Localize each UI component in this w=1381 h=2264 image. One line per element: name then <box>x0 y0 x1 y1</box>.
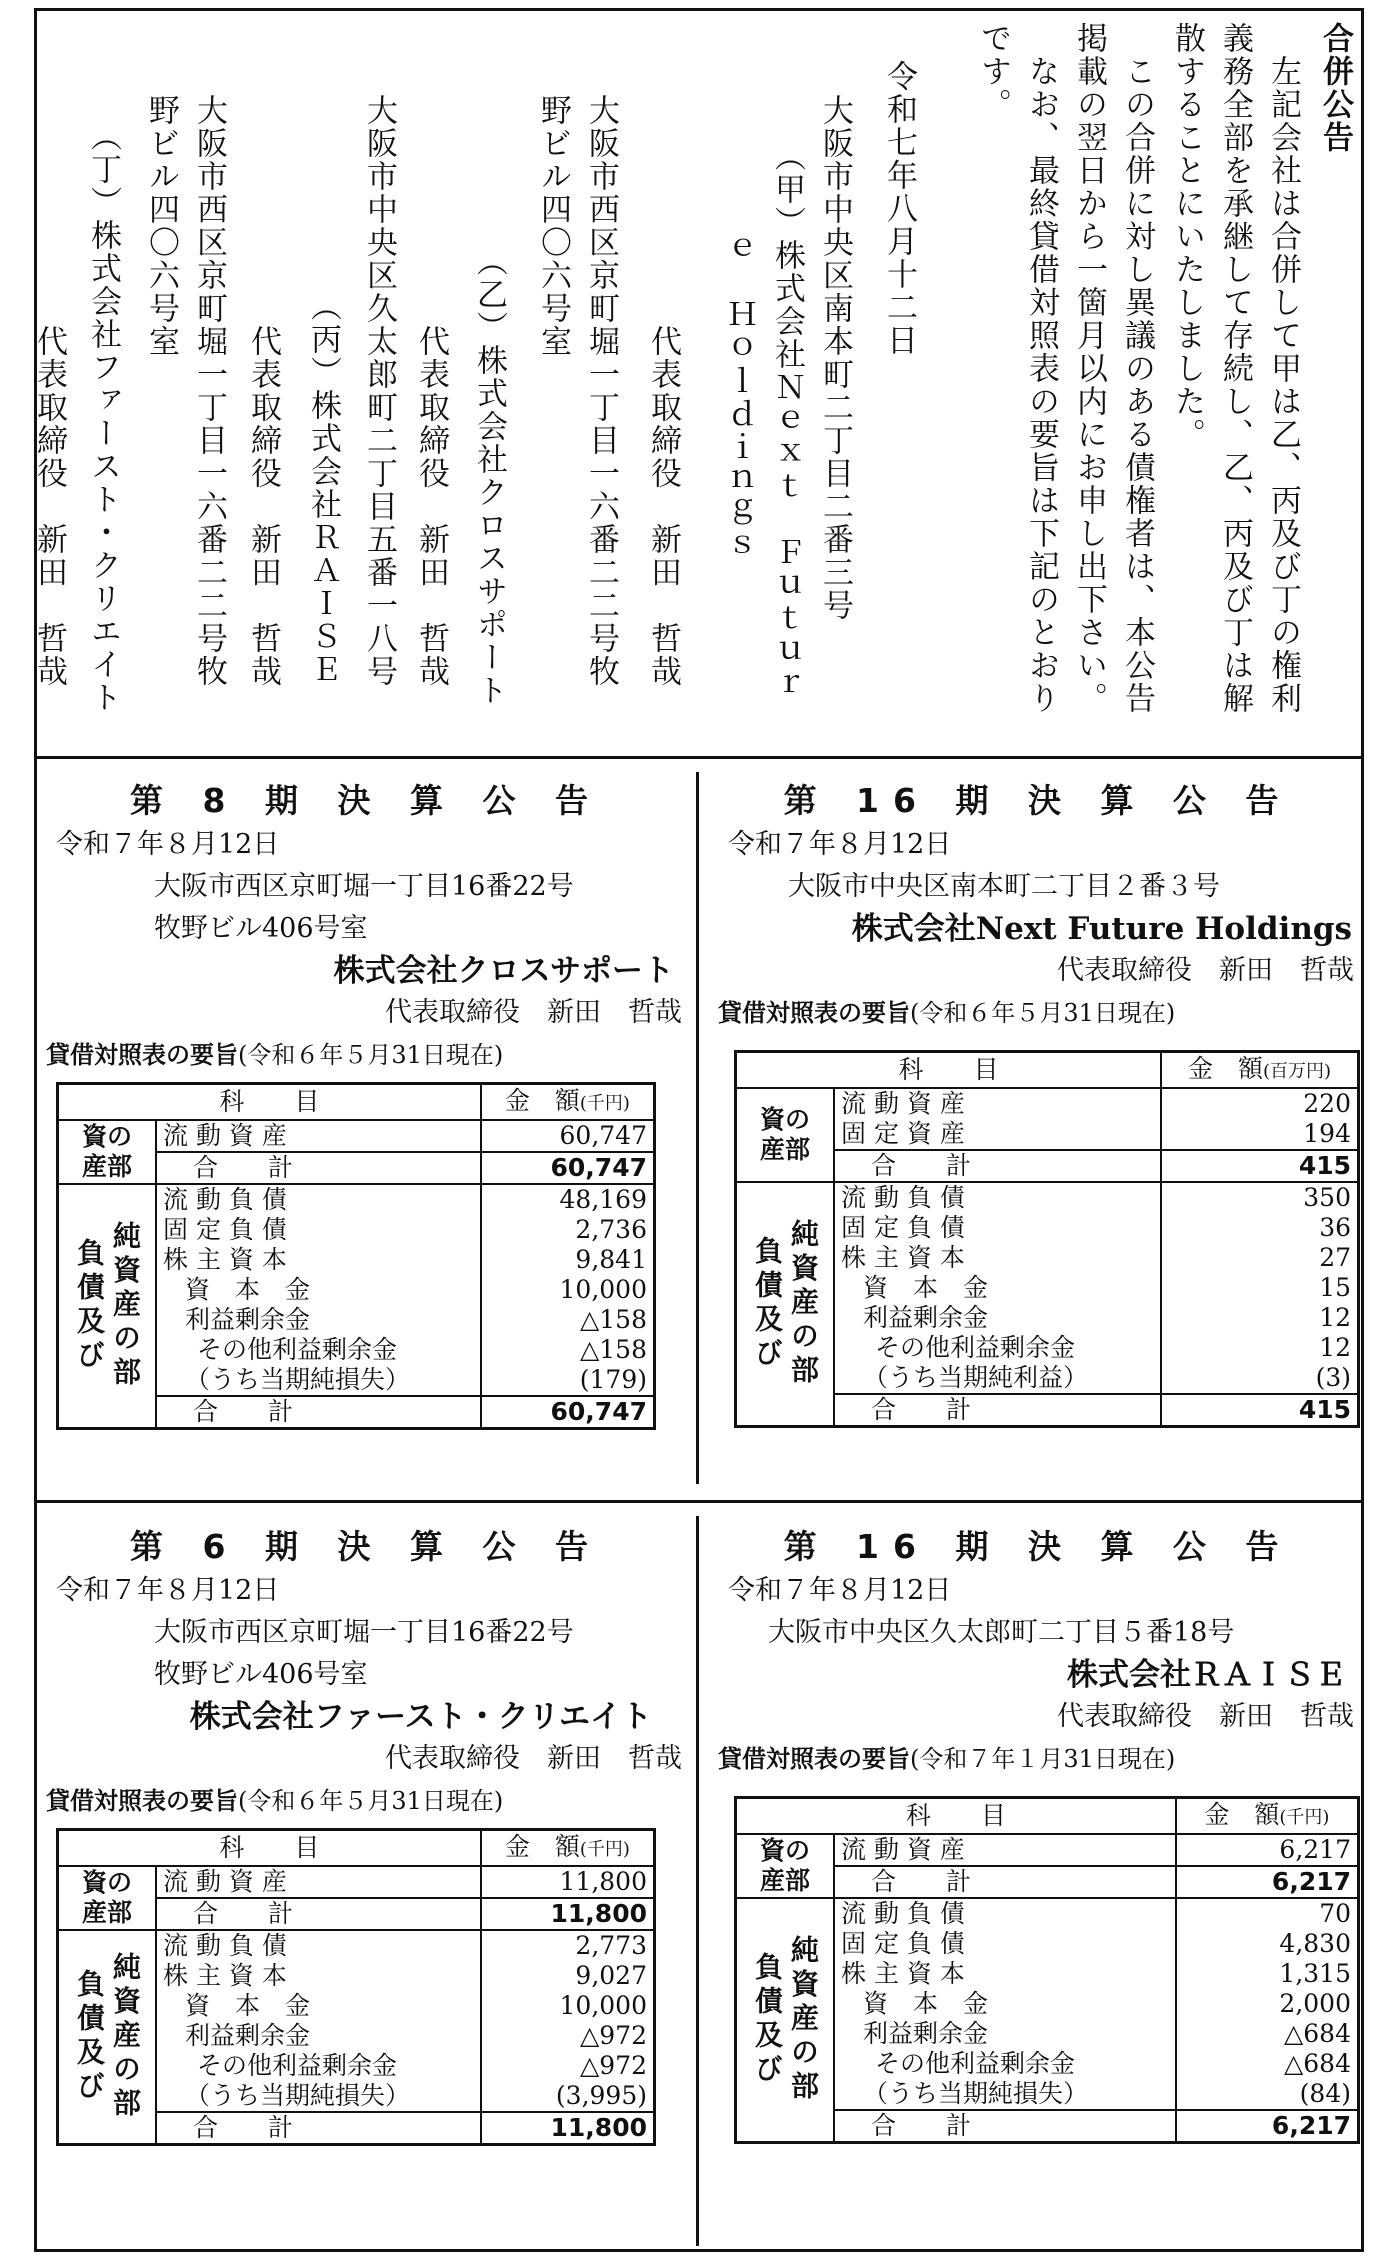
column-divider <box>696 772 699 1484</box>
party-rep: 代表取締役 新田 哲哉 <box>245 325 281 688</box>
financial-notice-raise <box>718 1524 1358 1780</box>
merger-title: 合併公告 <box>1317 22 1353 154</box>
header-amount: 金 額(千円) <box>1176 1798 1359 1835</box>
item-name: 株 主 資 本 <box>834 1243 1161 1273</box>
liabilities-section-label: 負債及び 純資産の部 <box>736 1898 835 2143</box>
item-name: その他利益剰余金 <box>834 2049 1176 2079</box>
item-name: 固 定 負 債 <box>834 1929 1176 1959</box>
merger-body-line: 掲載の翌日から一箇月以内にお申し出下さい。 <box>1071 22 1107 715</box>
party-address: 野ビル四〇六号室 <box>535 94 571 358</box>
item-name: 流 動 資 産 <box>156 1120 481 1152</box>
party-address: 大阪市西区京町堀一丁目一六番二二号牧 <box>583 94 619 688</box>
assets-section-label: 資の 産部 <box>736 1834 835 1898</box>
item-amount: 10,000 <box>559 1991 647 2020</box>
item-name: 利益剰余金 <box>156 2021 481 2051</box>
header-amount: 金 額(千円) <box>481 1830 655 1867</box>
item-name: （うち当期純損失） <box>156 1365 481 1396</box>
item-amount: △158 <box>580 1335 647 1364</box>
item-amount: (179) <box>579 1365 647 1394</box>
item-amount: 9,841 <box>575 1245 647 1274</box>
item-amount: (84) <box>1299 2079 1351 2108</box>
item-amount: 220 <box>1303 1089 1351 1118</box>
item-name: 資 本 金 <box>834 1989 1176 2019</box>
assets-total-label: 合 計 <box>156 1898 481 1930</box>
item-name: 流 動 資 産 <box>156 1866 481 1898</box>
assets-total-amount: 415 <box>1161 1150 1358 1182</box>
item-amount: 11,800 <box>559 1867 647 1896</box>
liabilities-section-label: 負債及び 純資産の部 <box>58 1930 157 2145</box>
item-amount: 10,000 <box>559 1275 647 1304</box>
item-amount: 12 <box>1319 1303 1351 1332</box>
party-name: ｅ Ｈｏｌｄｉｎｇｓ <box>721 232 757 562</box>
column-divider <box>696 1516 699 2246</box>
item-amount: △684 <box>1284 2019 1351 2048</box>
item-name: その他利益剰余金 <box>834 1333 1161 1363</box>
section-divider <box>34 756 1364 759</box>
merger-body-line: 左記会社は合併して甲は乙、丙及び丁の権利 <box>1265 22 1301 715</box>
item-amount: △972 <box>580 2021 647 2050</box>
item-name: 固 定 資 産 <box>834 1119 1161 1150</box>
item-amount: 2,736 <box>575 1215 647 1244</box>
item-name: 流 動 資 産 <box>834 1834 1176 1866</box>
item-amount: 27 <box>1319 1243 1351 1272</box>
item-name: （うち当期純損失） <box>834 2079 1176 2110</box>
item-amount: 2,773 <box>575 1931 647 1960</box>
item-name: その他利益剰余金 <box>156 1335 481 1365</box>
notice-address: 大阪市中央区南本町二丁目２番３号 <box>788 871 1220 902</box>
liabilities-total-label: 合 計 <box>156 1396 481 1429</box>
merger-body-line: なお、最終貸借対照表の要旨は下記のとおり <box>1023 22 1059 715</box>
liabilities-total-amount: 11,800 <box>481 2112 655 2145</box>
item-amount: △684 <box>1284 2049 1351 2078</box>
item-name: 流 動 負 債 <box>156 1930 481 1961</box>
item-name: 資 本 金 <box>156 1991 481 2021</box>
assets-total-amount: 60,747 <box>481 1152 655 1184</box>
header-amount: 金 額(百万円) <box>1161 1052 1358 1089</box>
item-amount: 194 <box>1303 1119 1351 1148</box>
item-name: 固 定 負 債 <box>834 1213 1161 1243</box>
item-amount: 2,000 <box>1279 1989 1351 2018</box>
assets-section-label: 資の 産部 <box>58 1120 157 1184</box>
liabilities-total-label: 合 計 <box>834 1394 1161 1427</box>
notice-title: 第 16 期 決 算 公 告 <box>783 781 1293 820</box>
financial-notice-first-create <box>46 1524 686 1822</box>
item-amount: 48,169 <box>559 1185 647 1214</box>
party-rep: 代表取締役 新田 哲哉 <box>31 325 67 688</box>
assets-section-label: 資の 産部 <box>58 1866 157 1930</box>
header-amount: 金 額(千円) <box>481 1084 655 1121</box>
merger-body-line: この合併に対し異議のある債権者は、本公告 <box>1119 22 1155 715</box>
merger-body-line: 義務全部を承継して存続し、乙、丙及び丁は解 <box>1217 22 1253 715</box>
header-item: 科 目 <box>58 1084 481 1121</box>
item-amount: 4,830 <box>1279 1929 1351 1958</box>
party-address: 大阪市中央区南本町二丁目二番三号 <box>817 94 853 622</box>
item-name: 流 動 資 産 <box>834 1088 1161 1119</box>
notice-address: 大阪市西区京町堀一丁目16番22号 <box>154 871 574 902</box>
notice-address: 大阪市西区京町堀一丁目16番22号 <box>154 1617 574 1648</box>
item-name: 利益剰余金 <box>156 1305 481 1335</box>
header-item: 科 目 <box>736 1798 1176 1835</box>
party-rep: 代表取締役 新田 哲哉 <box>413 325 449 688</box>
item-amount: (3) <box>1315 1363 1351 1392</box>
item-name: 株 主 資 本 <box>834 1959 1176 1989</box>
balance-sheet-caption: 貸借対照表の要旨(令和６年５月31日現在) <box>46 1787 504 1815</box>
party-name: （丙）株式会社ＲＡＩＳＥ <box>305 290 341 686</box>
item-amount: 1,315 <box>1279 1959 1351 1988</box>
notice-date: 令和７年８月12日 <box>56 1575 280 1606</box>
notice-company: 株式会社クロスサポート <box>333 953 674 989</box>
assets-total-label: 合 計 <box>834 1150 1161 1182</box>
assets-total-label: 合 計 <box>156 1152 481 1184</box>
item-name: 株 主 資 本 <box>156 1245 481 1275</box>
liabilities-total-amount: 60,747 <box>481 1396 655 1429</box>
item-name: 資 本 金 <box>834 1273 1161 1303</box>
item-amount: 9,027 <box>575 1961 647 1990</box>
section-divider <box>34 1500 1364 1503</box>
notice-representative: 代表取締役 新田 哲哉 <box>385 1743 682 1774</box>
balance-sheet-caption: 貸借対照表の要旨(令和７年１月31日現在) <box>718 1745 1176 1773</box>
notice-company: 株式会社ＲＡＩＳＥ <box>1067 1657 1346 1693</box>
item-amount: 12 <box>1319 1333 1351 1362</box>
notice-representative: 代表取締役 新田 哲哉 <box>385 997 682 1028</box>
item-name: 利益剰余金 <box>834 1303 1161 1333</box>
liabilities-total-label: 合 計 <box>834 2110 1176 2143</box>
financial-notice-next-future <box>718 778 1358 1034</box>
notice-company: 株式会社ファースト・クリエイト <box>189 1699 652 1735</box>
notice-date: 令和７年８月12日 <box>728 829 952 860</box>
item-name: （うち当期純損失） <box>156 2081 481 2112</box>
merger-body-line: です。 <box>975 22 1011 121</box>
balance-sheet-table <box>56 1082 656 1430</box>
item-name: 流 動 負 債 <box>156 1184 481 1215</box>
party-address: 大阪市中央区久太郎町二丁目五番一八号 <box>361 94 397 688</box>
financial-notice-cross-support <box>46 778 686 1076</box>
item-name: 流 動 負 債 <box>834 1898 1176 1929</box>
notice-address: 大阪市中央区久太郎町二丁目５番18号 <box>768 1617 1235 1648</box>
assets-section-label: 資の 産部 <box>736 1088 835 1182</box>
item-name: （うち当期純利益） <box>834 1363 1161 1394</box>
item-amount: 60,747 <box>559 1121 647 1150</box>
notice-date: 令和７年８月12日 <box>56 829 280 860</box>
party-address: 野ビル四〇六号室 <box>143 94 179 358</box>
item-amount: (3,995) <box>555 2081 647 2110</box>
item-amount: 350 <box>1303 1183 1351 1212</box>
notice-address: 牧野ビル406号室 <box>154 1659 368 1690</box>
item-amount: △972 <box>580 2051 647 2080</box>
party-name: （甲）株式会社Ｎｅｘｔ Ｆｕｔｕｒ <box>769 140 805 701</box>
item-name: 利益剰余金 <box>834 2019 1176 2049</box>
party-name: （丁）株式会社ファースト・クリエイト <box>85 120 121 714</box>
notice-address: 牧野ビル406号室 <box>154 913 368 944</box>
merger-body-line: 散することにいたしました。 <box>1169 22 1205 451</box>
notice-title: 第 8 期 決 算 公 告 <box>130 781 602 820</box>
item-name: 固 定 負 債 <box>156 1215 481 1245</box>
notice-company: 株式会社Next Future Holdings <box>851 911 1352 947</box>
party-address: 大阪市西区京町堀一丁目一六番二二号牧 <box>191 94 227 688</box>
item-amount: 36 <box>1319 1213 1351 1242</box>
notice-date: 令和７年８月12日 <box>728 1575 952 1606</box>
item-amount: 15 <box>1319 1273 1351 1302</box>
liabilities-section-label: 負債及び 純資産の部 <box>736 1182 835 1427</box>
item-name: その他利益剰余金 <box>156 2051 481 2081</box>
party-name: （乙）株式会社クロスサポート <box>471 245 507 707</box>
header-item: 科 目 <box>736 1052 1162 1089</box>
assets-total-amount: 11,800 <box>481 1898 655 1930</box>
item-name: 資 本 金 <box>156 1275 481 1305</box>
liabilities-total-amount: 415 <box>1161 1394 1358 1427</box>
assets-total-label: 合 計 <box>834 1866 1176 1898</box>
balance-sheet-caption: 貸借対照表の要旨(令和６年５月31日現在) <box>718 999 1176 1027</box>
header-item: 科 目 <box>58 1830 481 1867</box>
item-name: 流 動 負 債 <box>834 1182 1161 1213</box>
liabilities-total-label: 合 計 <box>156 2112 481 2145</box>
balance-sheet-caption: 貸借対照表の要旨(令和６年５月31日現在) <box>46 1041 504 1069</box>
assets-total-amount: 6,217 <box>1176 1866 1359 1898</box>
item-name: 株 主 資 本 <box>156 1961 481 1991</box>
notice-representative: 代表取締役 新田 哲哉 <box>1057 955 1354 986</box>
item-amount: 6,217 <box>1279 1835 1351 1864</box>
item-amount: 70 <box>1319 1899 1351 1928</box>
notice-representative: 代表取締役 新田 哲哉 <box>1057 1701 1354 1732</box>
balance-sheet-table <box>56 1828 656 2146</box>
notice-title: 第 6 期 決 算 公 告 <box>130 1527 602 1566</box>
party-rep: 代表取締役 新田 哲哉 <box>645 325 681 688</box>
merger-date: 令和七年八月十二日 <box>881 60 917 357</box>
item-amount: △158 <box>580 1305 647 1334</box>
balance-sheet-table <box>734 1050 1360 1428</box>
liabilities-total-amount: 6,217 <box>1176 2110 1359 2143</box>
liabilities-section-label: 負債及び 純資産の部 <box>58 1184 157 1429</box>
notice-title: 第 16 期 決 算 公 告 <box>783 1527 1293 1566</box>
balance-sheet-table <box>734 1796 1360 2144</box>
